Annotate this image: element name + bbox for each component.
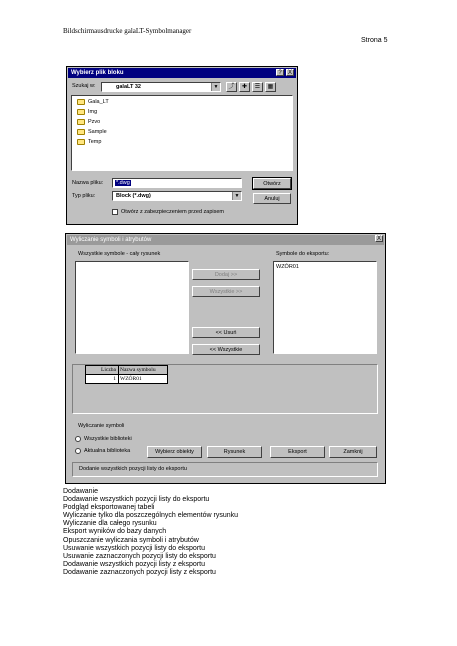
page-number: Strona 5 [361,37,388,44]
filetype-label: Typ pliku: [72,193,96,199]
folder-icon [77,129,85,135]
enumerate-label: Wyliczanie symboli [78,423,125,429]
filename-input[interactable] [112,178,242,188]
folder-icon [77,119,85,125]
export-button[interactable]: Eksport [270,446,325,458]
status-bar: Dodanie wszystkich pozycji listy do eksportu [72,462,378,477]
open-button[interactable]: Otwórz [253,178,291,189]
radio-current-library[interactable] [75,448,81,454]
cancel-button[interactable]: Anuluj [253,193,291,204]
dialog-title: Wyliczanie symboli i atrybutów [67,235,384,245]
list-item[interactable]: Sample [77,129,107,135]
help-button[interactable]: ? [276,69,284,76]
details-view-icon[interactable]: ▦ [265,82,276,92]
export-symbols-label: Symbole do eksportu: [276,251,330,257]
list-item[interactable]: Gala_LT [77,99,109,105]
list-item[interactable]: Temp [77,139,101,145]
radio-all-libraries-label: Wszystkie biblioteki [84,436,132,442]
all-symbols-label: Wszystkie symbole - cały rysunek [78,251,161,257]
export-table-panel [72,364,378,414]
select-objects-button[interactable]: Wybierz obiekty [147,446,202,458]
list-item: Wyliczanie tylko dla poszczególnych elementów rysunku [63,512,239,520]
enumerate-symbols-dialog [65,233,386,484]
folder-icon [77,139,85,145]
list-item: Wyliczanie dla całego rysunku [63,520,157,528]
list-item: Eksport wyników do bazy danych [63,528,167,536]
list-item: Podgląd eksportowanej tabeli [63,504,155,512]
readonly-label: Otwórz z zabezpieczeniem przed zapisem [121,209,225,215]
list-item: Dodawanie wszystkich pozycji listy z eksportu [63,560,205,568]
table-header-name: Nazwa symbolu [118,365,168,375]
description-list [63,488,238,577]
folder-icon [77,109,85,115]
look-in-combo[interactable] [101,82,221,92]
list-item[interactable]: Pzvo [77,119,100,125]
radio-all-libraries[interactable] [75,436,81,442]
list-item: Dodawanie [63,488,99,495]
filetype-value: Block (*.dwg) [116,193,151,199]
list-item: Dodawanie zaznaczonych pozycji listy z eksportu [63,568,216,576]
drawing-button[interactable]: Rysunek [207,446,262,458]
close-button[interactable]: X [287,70,292,76]
choose-block-file-dialog [66,66,298,225]
list-item: Usuwanie wszystkich pozycji listy do eksportu [63,544,205,552]
list-view-icon[interactable]: ☰ [252,82,263,92]
look-in-value: galaLT 32 [116,84,141,90]
add-all-button[interactable]: Wszystkie >> [192,286,260,297]
look-in-label: Szukaj w: [72,83,96,89]
close-button[interactable]: X [376,236,381,242]
table-header-count: Liczba [85,365,119,375]
document-header-title: Bildschirmausdrucke galaLT-Symbolmanager [63,27,192,35]
filename-value: *.dwg [116,180,130,186]
chevron-down-icon[interactable]: ▼ [232,192,241,200]
list-item: Opuszczanie wyliczania symboli i atrybutów [63,536,199,544]
filename-label: Nazwa pliku: [72,180,104,186]
file-list[interactable] [71,95,293,171]
up-folder-icon[interactable]: ⤴ [226,82,237,92]
dialog-title: Wybierz plik bloku [68,68,296,78]
list-item[interactable]: WZÓR01 [276,264,299,270]
radio-current-library-label: Aktualna biblioteka [84,448,131,454]
table-cell-count[interactable]: 1 [85,374,119,384]
export-symbols-list[interactable] [273,261,377,354]
new-folder-icon[interactable]: ✚ [239,82,250,92]
table-cell-name[interactable]: WZÓR01 [118,374,168,384]
add-button[interactable]: Dodaj >> [192,269,260,280]
list-item: Dodawanie wszystkich pozycji listy do eksportu [63,496,210,504]
remove-all-button[interactable]: << Wszystkie [192,344,260,355]
folder-icon [77,99,85,105]
list-item: Usuwanie zaznaczonych pozycji listy do eksportu [63,552,216,560]
filetype-select[interactable] [112,191,242,201]
readonly-checkbox[interactable] [112,209,118,215]
chevron-down-icon[interactable]: ▼ [211,83,220,91]
all-symbols-list[interactable] [75,261,189,354]
close-text-button[interactable]: Zamknij [329,446,377,458]
remove-button[interactable]: << Usuń [192,327,260,338]
list-item[interactable]: Img [77,109,97,115]
